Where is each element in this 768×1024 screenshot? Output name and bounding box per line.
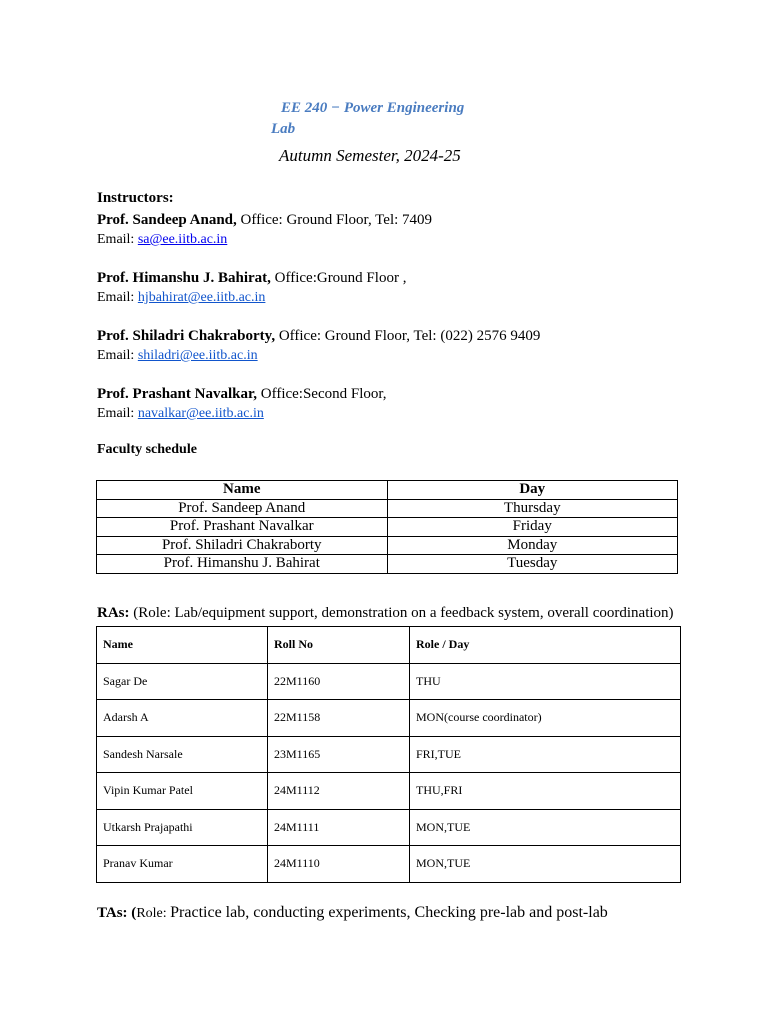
table-cell: 22M1160 bbox=[268, 663, 410, 700]
tas-label: TAs: ( bbox=[97, 905, 137, 921]
table-cell: 22M1158 bbox=[268, 700, 410, 737]
course-title: EE 240 − Power Engineering Lab bbox=[271, 100, 465, 137]
table-row bbox=[97, 809, 681, 846]
table-row bbox=[97, 518, 678, 537]
ras-label: RAs: bbox=[97, 605, 130, 621]
instructor-office: Office:Second Floor, bbox=[257, 386, 387, 402]
table-cell: Tuesday bbox=[387, 555, 678, 574]
table-cell: Prof. Himanshu J. Bahirat bbox=[97, 555, 388, 574]
column-header: Roll No bbox=[268, 627, 410, 664]
email-link[interactable]: hjbahirat@ee.iitb.ac.in bbox=[137, 290, 266, 305]
table-cell: Prof. Prashant Navalkar bbox=[97, 518, 388, 537]
table-cell: THU,FRI bbox=[410, 773, 681, 810]
table-row bbox=[97, 663, 681, 700]
email-link[interactable]: navalkar@ee.iitb.ac.in bbox=[137, 406, 264, 421]
column-header: Name bbox=[97, 481, 388, 500]
email-label: Email: bbox=[97, 406, 138, 421]
instructor-name: Prof. Sandeep Anand, bbox=[97, 212, 237, 228]
email-label: Email: bbox=[97, 232, 138, 247]
table-cell: 24M1112 bbox=[268, 773, 410, 810]
ras-description bbox=[97, 605, 674, 622]
table-cell: 24M1110 bbox=[268, 846, 410, 883]
instructor-name: Prof. Prashant Navalkar, bbox=[97, 386, 258, 402]
table-cell: Pranav Kumar bbox=[97, 846, 268, 883]
instructor-bahirat bbox=[97, 268, 406, 308]
table-cell: 23M1165 bbox=[268, 736, 410, 773]
tas-role-label: Role: bbox=[136, 906, 171, 921]
instructor-office: Office: Ground Floor, Tel: (022) 2576 9409 bbox=[275, 328, 541, 344]
table-row bbox=[97, 846, 681, 883]
table-cell: Prof. Sandeep Anand bbox=[97, 499, 388, 518]
table-cell: MON(course coordinator) bbox=[410, 700, 681, 737]
instructor-chakraborty bbox=[97, 326, 540, 366]
instructor-navalkar bbox=[97, 384, 387, 424]
faculty-schedule-table bbox=[96, 480, 678, 574]
instructor-office: Office: Ground Floor, Tel: 7409 bbox=[236, 212, 433, 228]
email-link[interactable]: sa@ee.iitb.ac.in bbox=[137, 232, 228, 247]
table-cell: Sagar De bbox=[97, 663, 268, 700]
table-cell: Sandesh Narsale bbox=[97, 736, 268, 773]
email-link[interactable]: shiladri@ee.iitb.ac.in bbox=[137, 348, 258, 363]
ras-table bbox=[96, 626, 681, 883]
table-cell: Friday bbox=[387, 518, 678, 537]
table-cell: MON,TUE bbox=[410, 809, 681, 846]
table-row bbox=[97, 773, 681, 810]
table-header-row bbox=[97, 627, 681, 664]
instructor-office: Office:Ground Floor , bbox=[270, 270, 407, 286]
table-cell: Vipin Kumar Patel bbox=[97, 773, 268, 810]
table-cell: Monday bbox=[387, 536, 678, 555]
column-header: Role / Day bbox=[410, 627, 681, 664]
instructor-name: Prof. Shiladri Chakraborty, bbox=[97, 328, 276, 344]
instructors-heading: Instructors: bbox=[97, 190, 174, 206]
table-cell: Prof. Shiladri Chakraborty bbox=[97, 536, 388, 555]
table-cell: Adarsh A bbox=[97, 700, 268, 737]
table-header-row bbox=[97, 481, 678, 500]
table-cell: Thursday bbox=[387, 499, 678, 518]
instructor-anand bbox=[97, 210, 432, 250]
table-cell: Utkarsh Prajapathi bbox=[97, 809, 268, 846]
table-row bbox=[97, 499, 678, 518]
table-row bbox=[97, 536, 678, 555]
table-cell: THU bbox=[410, 663, 681, 700]
table-cell: 24M1111 bbox=[268, 809, 410, 846]
semester-title: Autumn Semester, 2024-25 bbox=[279, 146, 461, 165]
table-row bbox=[97, 700, 681, 737]
table-row bbox=[97, 555, 678, 574]
column-header: Day bbox=[387, 481, 678, 500]
instructor-name: Prof. Himanshu J. Bahirat, bbox=[97, 270, 271, 286]
column-header: Name bbox=[97, 627, 268, 664]
email-label: Email: bbox=[97, 348, 138, 363]
tas-role-text: Practice lab, conducting experiments, Checking pre-lab and post-lab bbox=[170, 904, 608, 921]
table-cell: MON,TUE bbox=[410, 846, 681, 883]
email-label: Email: bbox=[97, 290, 138, 305]
tas-description bbox=[97, 904, 608, 922]
table-cell: FRI,TUE bbox=[410, 736, 681, 773]
faculty-schedule-heading: Faculty schedule bbox=[97, 442, 197, 457]
ras-role-text: (Role: Lab/equipment support, demonstration on a feedback system, overall coordination) bbox=[129, 605, 674, 621]
table-row bbox=[97, 736, 681, 773]
